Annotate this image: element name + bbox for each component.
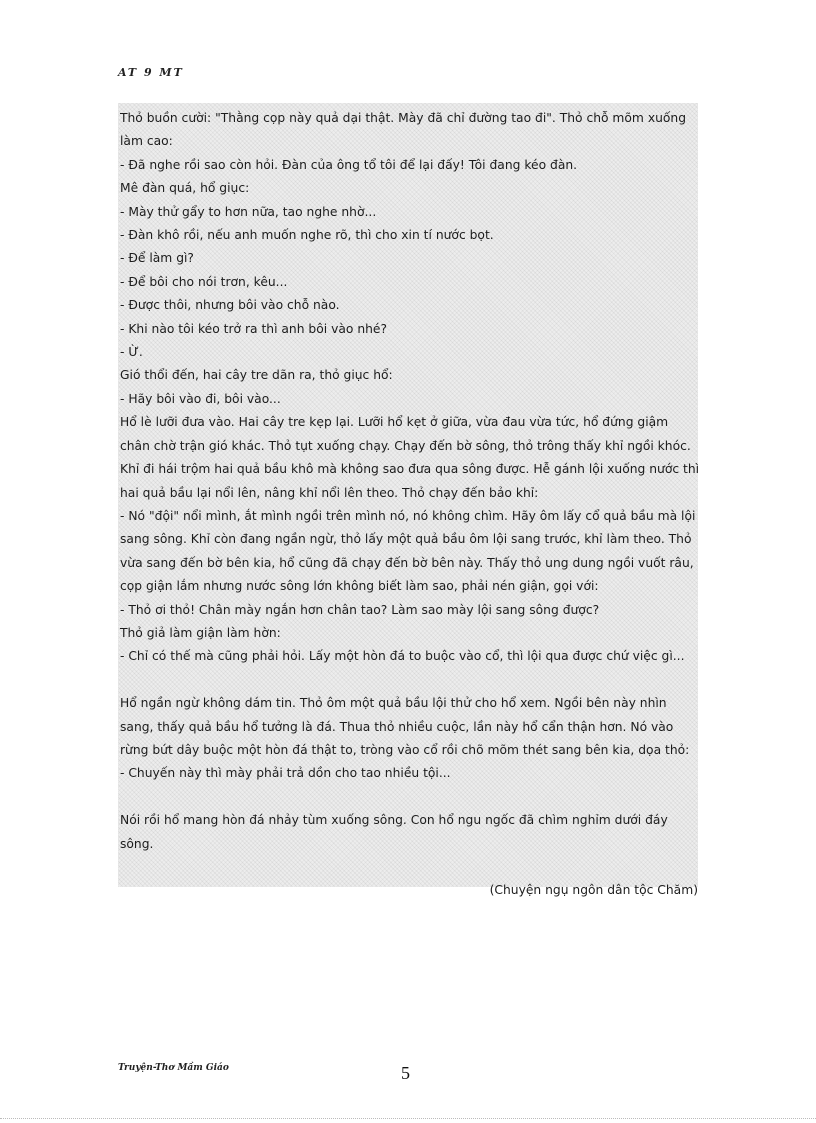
page-number: 5 <box>401 1063 410 1083</box>
story-line: sông. <box>120 836 154 851</box>
story-line: sang sông. Khỉ còn đang ngần ngừ, thỏ lấy một quả bầu ôm lội sang trước, khỉ làm theo. Thỏ <box>120 532 692 547</box>
story-line: hai quả bầu lại nổi lên, nâng khỉ nổi lên theo. Thỏ chạy đến bảo khỉ: <box>120 485 539 500</box>
story-line: Thỏ giả làm giận làm hờn: <box>120 625 281 640</box>
story-line: Khỉ đi hái trộm hai quả bầu khô mà không sao đưa qua sông được. Hễ gánh lội xuống nước thì <box>120 462 700 477</box>
story-text <box>120 107 698 903</box>
story-line: - Thỏ ơi thỏ! Chân mày ngắn hơn chân tao? Làm sao mày lội sang sông được? <box>120 602 600 617</box>
story-line: chân chờ trận gió khác. Thỏ tụt xuống chạy. Chạy đến bờ sông, thỏ trông thấy khỉ ngồi khóc. <box>120 438 691 453</box>
story-line: - Mày thử gẩy to hơn nữa, tao nghe nhờ... <box>120 204 377 219</box>
story-line: - Đã nghe rồi sao còn hỏi. Đàn của ông tổ tôi để lại đấy! Tôi đang kéo đàn. <box>120 157 578 172</box>
story-line: - Chuyến này thì mày phải trả dồn cho tao nhiều tội... <box>120 766 451 781</box>
story-line: - Hãy bôi vào đi, bôi vào... <box>120 391 281 406</box>
footer-title: Truyện-Thơ Mầm Giáo <box>118 1063 229 1073</box>
story-line: Nói rồi hổ mang hòn đá nhảy tùm xuống sông. Con hổ ngu ngốc đã chìm nghỉm dưới đáy <box>120 813 668 828</box>
story-line: làm cao: <box>120 134 173 149</box>
blank-line <box>120 786 698 809</box>
story-line: - Chỉ có thế mà cũng phải hỏi. Lấy một hòn đá to buộc vào cổ, thì lội qua được chứ việc gì... <box>120 649 685 664</box>
story-line: sang, thấy quả bầu hổ tưởng là đá. Thua thỏ nhiều cuộc, lần này hổ cẩn thận hơn. Nó vào <box>120 719 674 734</box>
running-header: AT 9 MT <box>118 66 184 79</box>
story-line: - Đàn khô rồi, nếu anh muốn nghe rõ, thì cho xin tí nước bọt. <box>120 228 494 243</box>
blank-line <box>120 669 698 692</box>
story-line: Mê đàn quá, hổ giục: <box>120 181 250 196</box>
story-line: Thỏ buồn cười: "Thằng cọp này quả dại thật. Mày đã chỉ đường tao đi". Thỏ chỗ mõm xuống <box>120 111 687 125</box>
blank-line <box>120 856 698 879</box>
story-line: cọp giận lắm nhưng nước sông lớn không biết làm sao, phải nén giận, gọi với: <box>120 579 599 594</box>
story-line: - Để làm gì? <box>120 251 194 266</box>
story-line: Gió thổi đến, hai cây tre dãn ra, thỏ giục hổ: <box>120 368 393 383</box>
story-line: rừng bứt dây buộc một hòn đá thật to, tròng vào cổ rồi chõ mõm thét sang bên kia, dọa thỏ: <box>120 742 690 757</box>
story-line: vừa sang đến bờ bên kia, hổ cũng đã chạy đến bờ bên này. Thấy thỏ ung dung ngồi vuốt râu, <box>120 555 694 570</box>
story-line: - Ừ. <box>120 345 143 360</box>
story-line: Hổ lè lưỡi đưa vào. Hai cây tre kẹp lại. Lưỡi hổ kẹt ở giữa, vừa đau vừa tức, hổ đứng giậm <box>120 415 669 430</box>
story-line: - Nó "đội" nổi mình, ắt mình ngồi trên mình nó, nó không chìm. Hãy ôm lấy cổ quả bầu mà lội <box>120 508 696 523</box>
story-line: - Để bôi cho nói trơn, kêu... <box>120 274 288 289</box>
bottom-rule <box>0 1118 816 1119</box>
story-line: Hổ ngần ngừ không dám tin. Thỏ ôm một quả bầu lội thử cho hổ xem. Ngồi bên này nhìn <box>120 696 667 711</box>
story-line: - Được thôi, nhưng bôi vào chỗ nào. <box>120 298 340 313</box>
story-credit: (Chuyện ngụ ngôn dân tộc Chăm) <box>489 883 698 898</box>
story-line: - Khi nào tôi kéo trở ra thì anh bôi vào nhé? <box>120 321 388 336</box>
